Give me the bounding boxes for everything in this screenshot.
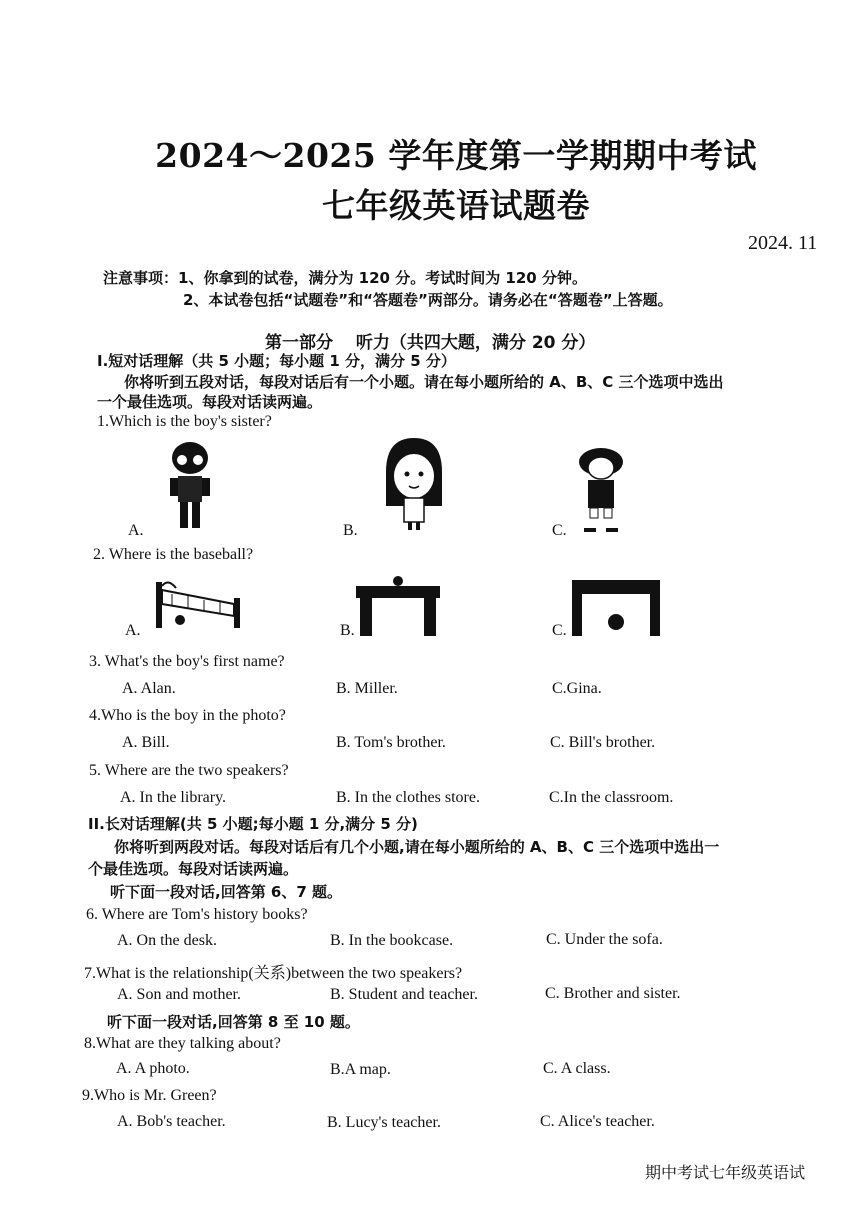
question-3: 3. What's the boy's first name? [89,653,285,670]
q9-option-b: B. Lucy's teacher. [327,1114,441,1131]
q2-option-b: B. [340,622,355,639]
q3-option-c: C.Gina. [552,680,602,697]
q8-option-b: B.A map. [330,1061,391,1078]
part1-heading: 第一部分 听力（共四大题，满分 20 分） [265,333,596,353]
q4-option-a: A. Bill. [122,734,170,751]
exam-title-line1: 2024～2025 学年度第一学期期中考试 [155,136,757,175]
section1-instruction-2: 一个最佳选项。每段对话读两遍。 [97,393,323,411]
q4-option-b: B. Tom's brother. [336,734,446,751]
bed-with-ball-picture [152,576,244,632]
section2-instruction-2: 个最佳选项。每段对话读两遍。 [88,860,299,878]
q8-option-c: C. A class. [543,1060,611,1077]
q9-option-c: C. Alice's teacher. [540,1113,655,1130]
girl-long-hair-picture [380,436,448,532]
section2-sub2: 听下面一段对话,回答第 8 至 10 题。 [107,1013,360,1031]
small-child-picture [570,444,632,536]
q3-option-b: B. Miller. [336,680,398,697]
section1-instruction-1: 你将听到五段对话，每段对话后有一个小题。请在每小题所给的 A、B、C 三个选项中选出 [124,373,724,391]
table-ball-under-picture [570,574,664,640]
page-footer: 期中考试七年级英语试 [645,1163,806,1182]
q7-option-b: B. Student and teacher. [330,986,478,1003]
exam-title-line2: 七年级英语试题卷 [322,186,590,225]
exam-date: 2024. 11 [748,232,818,254]
q5-option-b: B. In the clothes store. [336,789,480,806]
q6-option-a: A. On the desk. [117,932,217,949]
notes-line1: 注意事项：1、你拿到的试卷，满分为 120 分。考试时间为 120 分钟。 [103,269,587,287]
notes-line2: 2、本试卷包括“试题卷”和“答题卷”两部分。请务必在“答题卷”上答题。 [183,291,673,309]
q6-option-b: B. In the bookcase. [330,932,454,949]
question-6: 6. Where are Tom's history books? [86,906,308,923]
question-7: 7.What is the relationship(关系)between the two speakers? [84,965,463,982]
q5-option-a: A. In the library. [120,789,227,806]
boy-with-glasses-picture [160,440,220,532]
question-8: 8.What are they talking about? [84,1035,281,1052]
section1-heading: I.短对话理解（共 5 小题；每小题 1 分，满分 5 分） [97,352,456,370]
q2-option-a: A. [125,622,141,639]
q7-option-a: A. Son and mother. [117,986,241,1003]
section2-sub1: 听下面一段对话,回答第 6、7 题。 [110,883,343,901]
q2-option-c: C. [552,622,567,639]
question-5: 5. Where are the two speakers? [89,762,289,779]
section2-heading: II.长对话理解(共 5 小题;每小题 1 分,满分 5 分) [88,815,418,833]
q7-option-c: C. Brother and sister. [545,985,681,1002]
q8-option-a: A. A photo. [116,1060,190,1077]
question-2: 2. Where is the baseball? [93,546,254,563]
q5-option-c: C.In the classroom. [549,789,674,806]
q1-option-a: A. [128,522,144,539]
question-1: 1.Which is the boy's sister? [97,413,272,430]
q3-option-a: A. Alan. [122,680,176,697]
q1-option-b: B. [343,522,358,539]
question-4: 4.Who is the boy in the photo? [89,707,286,724]
q1-option-c: C. [552,522,567,539]
q9-option-a: A. Bob's teacher. [117,1113,226,1130]
section2-instruction-1: 你将听到两段对话。每段对话后有几个小题,请在每小题所给的 A、B、C 三个选项中选出一 [114,838,720,856]
q6-option-c: C. Under the sofa. [546,931,663,948]
question-9: 9.Who is Mr. Green? [82,1087,217,1104]
q4-option-c: C. Bill's brother. [550,734,656,751]
table-ball-on-top-picture [350,574,444,638]
